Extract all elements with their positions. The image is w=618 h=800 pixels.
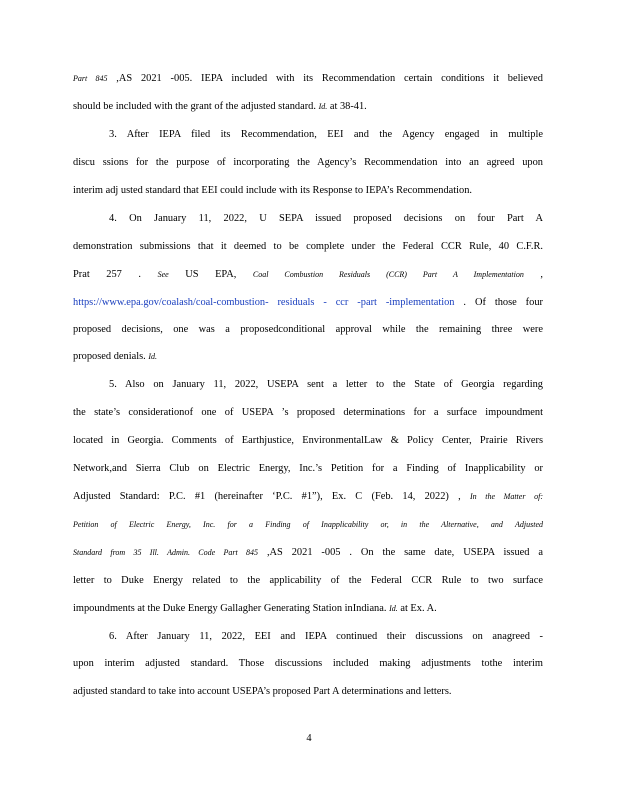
text-segment: should be included with the grant of the adjusted standard.	[73, 101, 319, 112]
text-line	[73, 406, 543, 420]
text-line	[73, 490, 543, 504]
text-segment: upon interim adjusted standard. Those discussions included making adjustments tothe interim	[73, 658, 543, 669]
text-segment: at Ex. A.	[397, 603, 437, 614]
text-segment: letter to Duke Energy related to the applicability of the Federal CCR Rule to two surface	[73, 575, 543, 586]
text-segment: interim adj usted standard that EEI could include with its Response to IEPA’s Recommendation.	[73, 185, 473, 196]
text-segment: Petition of Electric Energy, Inc. for a Finding of Inapplicability or, in the Alternative, and Adjusted	[73, 520, 543, 529]
text-segment: 3. After IEPA filed its Recommendation, EEI and the Agency engaged in multiple	[109, 129, 543, 140]
text-segment: impoundments at the Duke Energy Gallagher Generating Station inIndiana.	[73, 603, 390, 614]
text-segment: US EPA,	[168, 269, 253, 280]
text-segment: the state’s considerationof one of USEPA ’s proposed determinations for a surface impoundment	[73, 407, 543, 418]
text-line	[73, 184, 543, 198]
text-segment: 4. On January 11, 2022, U SEPA issued proposed decisions on four Part A	[109, 213, 543, 224]
text-segment: Id.	[148, 352, 157, 361]
text-line	[73, 268, 543, 282]
text-segment: Part 845	[73, 74, 108, 83]
text-segment: Network,and Sierra Club on Electric Energy, Inc.’s Petition for a Finding of Inapplicability or	[73, 463, 543, 474]
text-line	[73, 100, 543, 114]
text-segment: discu ssions for the purpose of incorporating the Agency’s Recommendation into an agreed upon	[73, 157, 543, 168]
text-line	[73, 350, 543, 364]
text-segment: proposed decisions, one was a proposedconditional approval while the remaining three were	[73, 324, 543, 335]
text-segment: See	[157, 270, 169, 279]
text-segment: Standard from 35 Ill. Admin. Code Part 845	[73, 548, 259, 557]
text-segment: ,	[523, 269, 544, 280]
page-number: 4	[306, 733, 312, 744]
text-line	[73, 434, 543, 448]
text-segment: . Of those four	[454, 297, 543, 308]
text-line	[73, 72, 543, 86]
text-segment: Adjusted Standard: P.C. #1 (hereinafter ‘P.C. #1”), Ex. C (Feb. 14, 2022) ,	[73, 491, 470, 502]
text-segment: ,AS 2021 -005. IEPA included with its Recommendation certain conditions it believed	[107, 73, 543, 84]
text-segment: Id.	[389, 604, 398, 613]
url-link[interactable]: https://www.epa.gov/coalash/coal-combustion- residuals - ccr -part -implementation	[73, 297, 455, 308]
text-line	[73, 546, 543, 560]
text-segment: at 38-41.	[327, 101, 367, 112]
text-segment: ,AS 2021 -005 . On the same date, USEPA issued a	[258, 547, 543, 558]
text-line	[73, 296, 543, 310]
text-line	[73, 240, 543, 254]
text-segment: Coal Combustion Residuals (CCR) Part A Implementation	[252, 270, 524, 279]
text-line	[73, 156, 543, 170]
text-line	[73, 602, 543, 616]
text-line	[109, 212, 543, 226]
text-segment: 5. Also on January 11, 2022, USEPA sent a letter to the State of Georgia regarding	[109, 379, 543, 390]
text-segment: 6. After January 11, 2022, EEI and IEPA continued their discussions on anagreed -	[109, 631, 543, 642]
text-line	[73, 518, 543, 532]
text-segment: In the Matter of:	[469, 492, 543, 501]
text-line	[73, 462, 543, 476]
text-segment: Id.	[318, 102, 328, 111]
text-line	[73, 574, 543, 588]
text-segment: proposed denials.	[73, 351, 149, 362]
text-line	[109, 630, 543, 644]
text-line	[73, 657, 543, 671]
text-line	[109, 378, 543, 392]
text-segment: located in Georgia. Comments of Earthjustice, EnvironmentalLaw & Policy Center, Prairie Rivers	[73, 435, 543, 446]
text-line	[73, 323, 543, 337]
text-line	[109, 128, 543, 142]
text-segment: adjusted standard to take into account USEPA’s proposed Part A determinations and letters.	[73, 686, 452, 697]
text-segment: Prat 257 .	[73, 269, 158, 280]
text-line	[73, 685, 543, 699]
text-segment: demonstration submissions that it deemed to be complete under the Federal CCR Rule, 40 C.F.R.	[73, 241, 543, 252]
